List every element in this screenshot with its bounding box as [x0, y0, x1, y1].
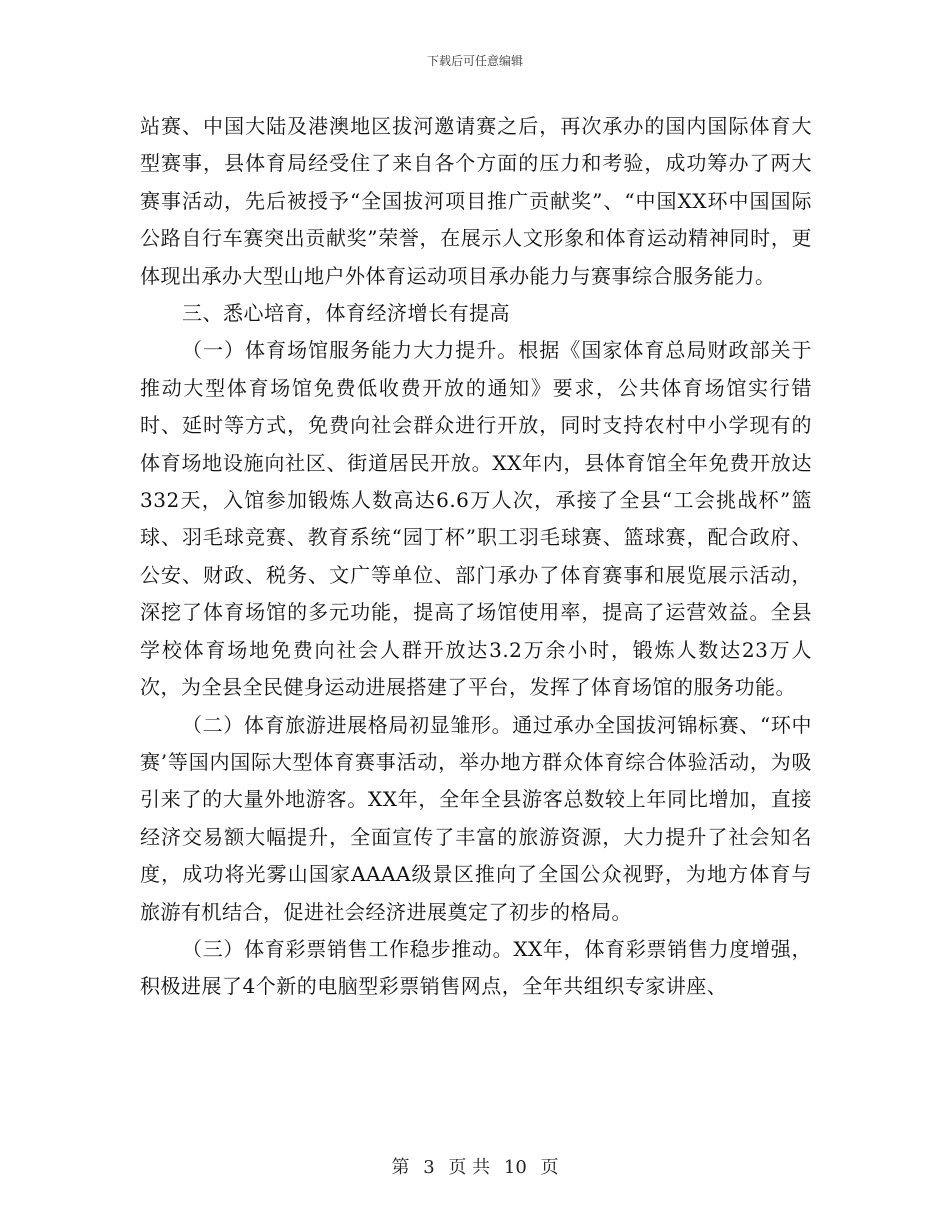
footer-prefix: 第	[391, 1157, 410, 1178]
page-footer	[0, 1153, 950, 1179]
section-heading: 三、悉心培育，体育经济增长有提高	[182, 301, 510, 326]
footer-suffix: 页	[540, 1157, 559, 1178]
paragraph-sports-tourism: （二）体育旅游进展格局初显雏形。通过承办全国拔河锦标赛、“环中赛’等国内国际大型体育赛事活动，举办地方群众体育综合体验活动，为吸引来了的大量外地游客。XX年，全年全县游客总数较上年同比增加，直接经济交易额大幅提升，全面宣传了丰富的旅游资源，大力提升了社会知名度，成功将光雾山国家AAAA级景区推向了全国公众视野，为地方体育与旅游有机结合，促进社会经济进展奠定了初步的格局。	[140, 712, 812, 924]
paragraph-sports-lottery: （三）体育彩票销售工作稳步推动。XX年，体育彩票销售力度增强，积极进展了4个新的电脑型彩票销售网点，全年共组织专家讲座、	[140, 936, 812, 999]
header-text: 下载后可任意编辑	[426, 54, 523, 68]
page-header	[0, 52, 950, 69]
document-body	[140, 108, 812, 1006]
paragraph-continuation: 站赛、中国大陆及港澳地区拔河邀请赛之后，再次承办的国内国际体育大型赛事，县体育局经受住了来自各个方面的压力和考验，成功筹办了两大赛事活动，先后被授予“全国拔河项目推广贡献奖”、“中国XX环中国国际公路自行车赛突出贡献奖”荣誉，在展示人文形象和体育运动精神同时，更体现出承办大型山地户外体育运动项目承办能力与赛事综合服务能力。	[140, 114, 812, 288]
paragraph-venue-services: （一）体育场馆服务能力大力提升。根据《国家体育总局财政部关于推动大型体育场馆免费低收费开放的通知》要求，公共体育场馆实行错时、延时等方式，免费向社会群众进行开放，同时支持农村中小学现有的体育场地设施向社区、街道居民开放。XX年内，县体育馆全年免费开放达332天，入馆参加锻炼人数高达6.6万人次，承接了全县“工会挑战杯”篮球、羽毛球竞赛、教育系统“园丁杯”职工羽毛球赛、篮球赛，配合政府、公安、财政、税务、文广等单位、部门承办了体育赛事和展览展示活动，深挖了体育场馆的多元功能，提高了场馆使用率，提高了运营效益。全县学校体育场地免费向社会人群开放达3.2万余小时，锻炼人数达23万人次，为全县全民健身运动进展搭建了平台，发挥了体育场馆的服务功能。	[140, 338, 812, 700]
footer-middle: 页 共	[448, 1157, 491, 1178]
current-page-number: 3	[423, 1157, 435, 1178]
total-pages-number: 10	[503, 1157, 527, 1178]
